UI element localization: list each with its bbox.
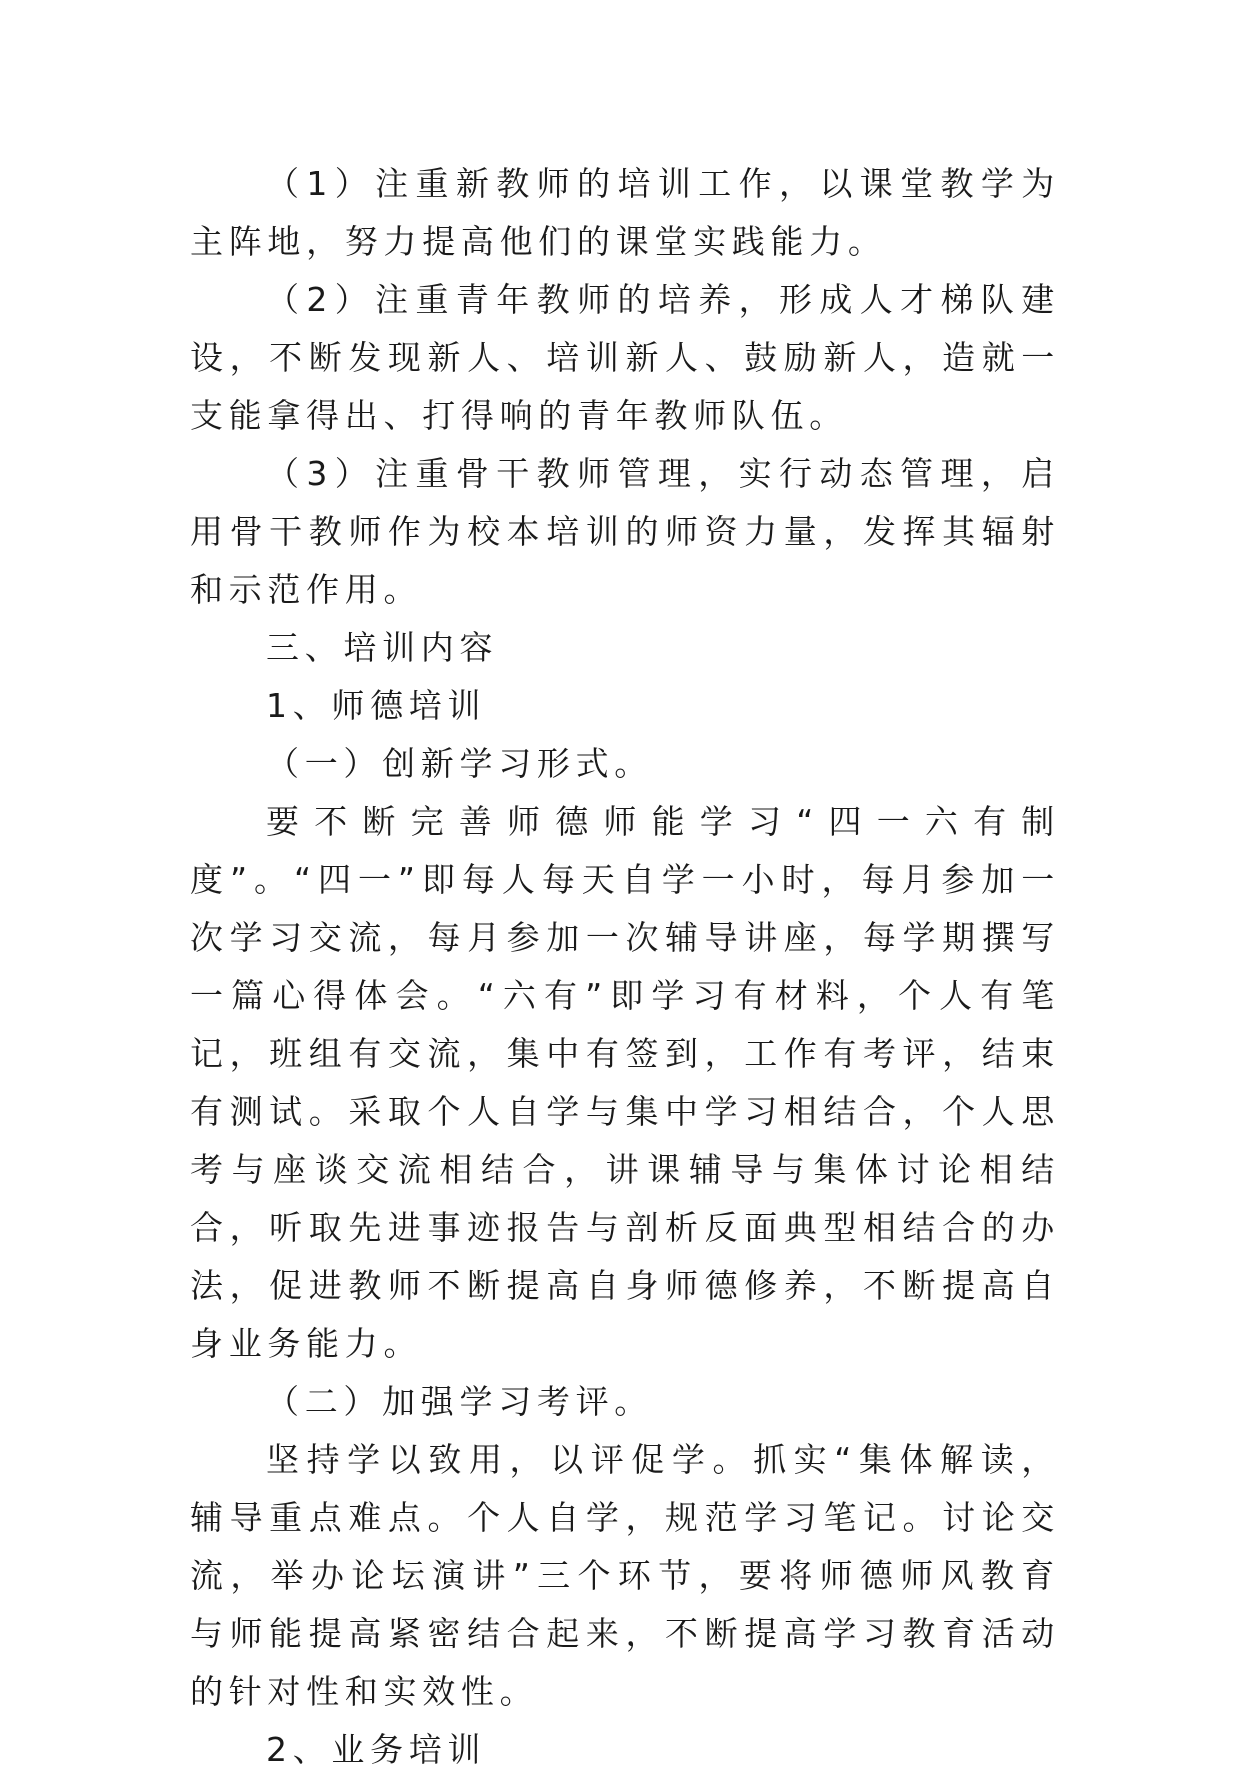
document-body <box>190 155 1060 1779</box>
subheading-ethics-training: 1、师德培训 <box>266 686 487 725</box>
section-heading-training-content: 三、培训内容 <box>266 628 499 667</box>
paragraph-young-teacher-training: （2）注重青年教师的培养，形成人才梯队建设，不断发现新人、培训新人、鼓励新人，造就一支能拿得出、打得响的青年教师队伍。 <box>190 280 1060 435</box>
subheading-innovate-learning-form: （一）创新学习形式。 <box>266 744 653 783</box>
paragraph-backbone-teacher-management: （3）注重骨干教师管理，实行动态管理，启用骨干教师作为校本培训的师资力量，发挥其辐射和示范作用。 <box>190 454 1060 609</box>
paragraph-learning-system: 要不断完善师德师能学习“四一六有制度”。“四一”即每人每天自学一小时，每月参加一次学习交流，每月参加一次辅导讲座，每学期撰写一篇心得体会。“六有”即学习有材料，个人有笔记，班组有交流，集中有签到，工作有考评，结束有测试。采取个人自学与集中学习相结合，个人思考与座谈交流相结合，讲课辅导与集体讨论相结合，听取先进事迹报告与剖析反面典型相结合的办法，促进教师不断提高自身师德修养，不断提高自身业务能力。 <box>190 802 1060 1363</box>
paragraph-new-teacher-training: （1）注重新教师的培训工作，以课堂教学为主阵地，努力提高他们的课堂实践能力。 <box>190 164 1060 261</box>
subheading-business-training: 2、业务培训 <box>266 1730 487 1769</box>
paragraph-apply-learning: 坚持学以致用，以评促学。抓实“集体解读，辅导重点难点。个人自学，规范学习笔记。讨论交流，举办论坛演讲”三个环节，要将师德师风教育与师能提高紧密结合起来，不断提高学习教育活动的针对性和实效性。 <box>190 1440 1060 1711</box>
subheading-strengthen-evaluation: （二）加强学习考评。 <box>266 1382 653 1421</box>
